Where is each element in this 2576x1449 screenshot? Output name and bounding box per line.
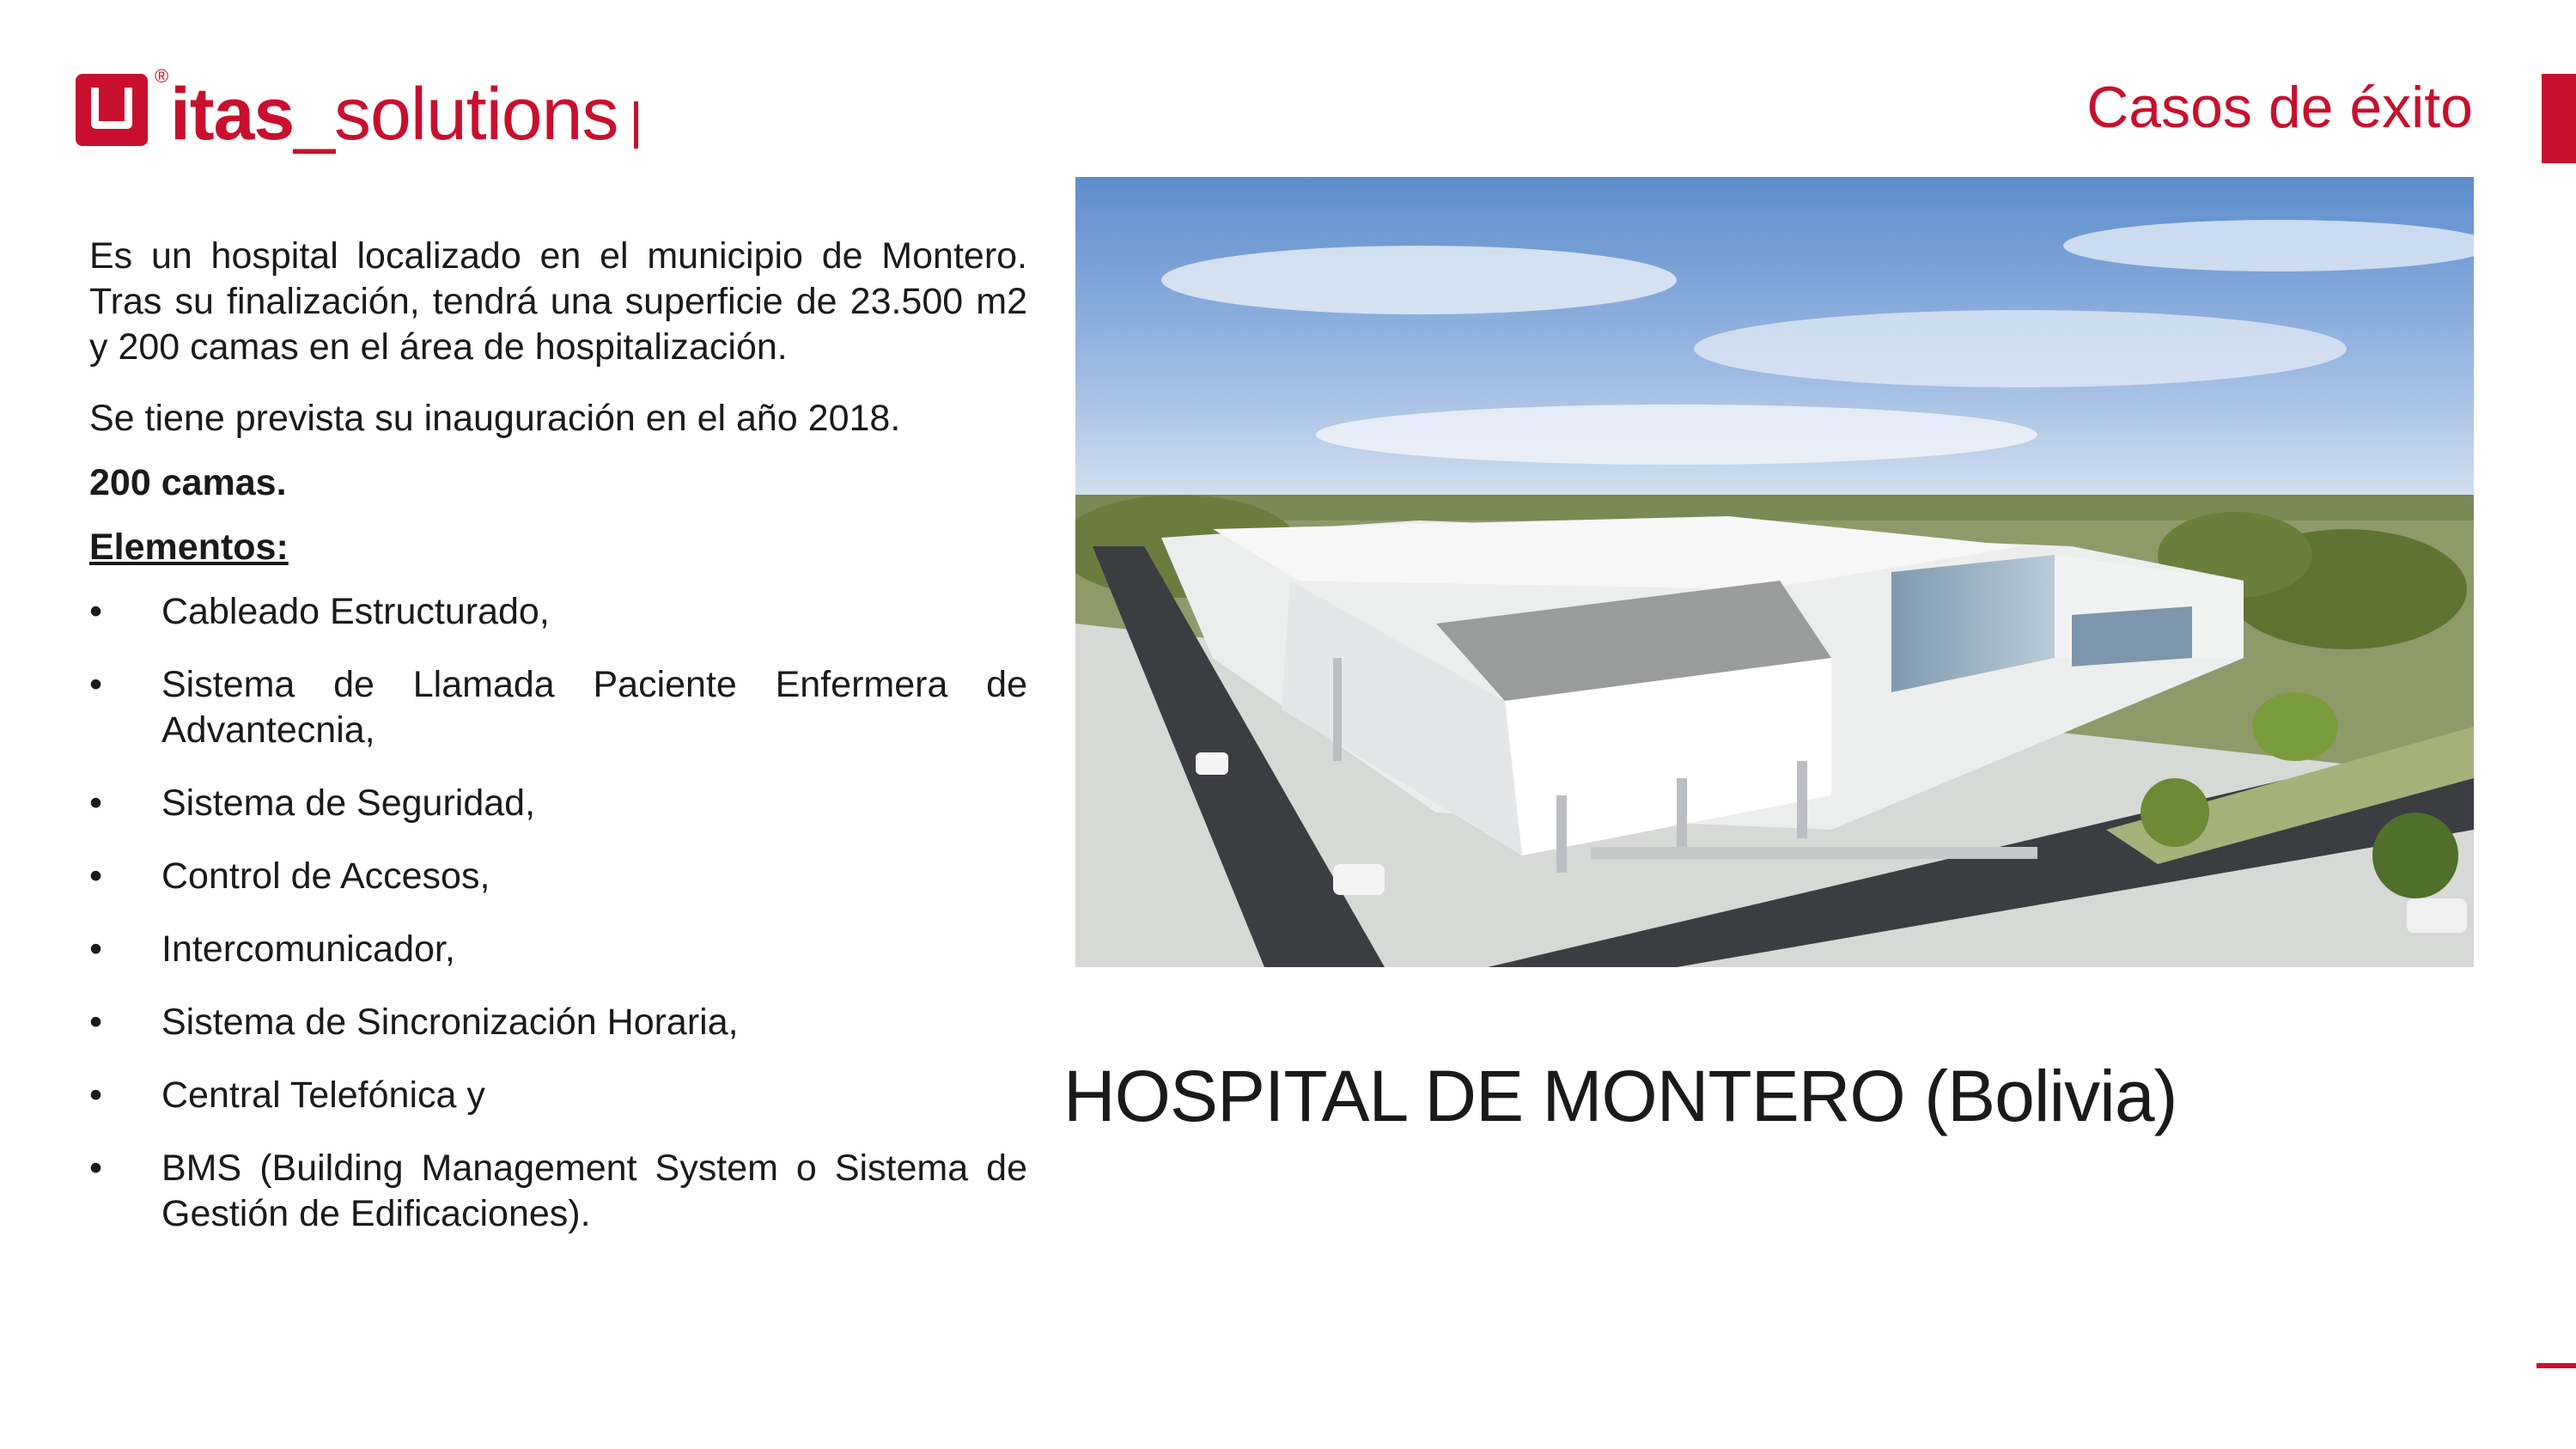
hospital-rendering-icon (1075, 177, 2474, 967)
list-item (89, 854, 1027, 899)
registered-mark: ® (155, 65, 169, 87)
logo-divider (634, 101, 638, 149)
list-item (89, 781, 1027, 826)
list-item (89, 1146, 1027, 1237)
description-block (89, 234, 1027, 1264)
bullet-icon: • (89, 591, 103, 632)
hospital-caption: HOSPITAL DE MONTERO (Bolivia) (1063, 1056, 2177, 1136)
bullet-icon: • (89, 1148, 103, 1189)
list-item (89, 589, 1027, 635)
list-item-text: Control de Accesos, (161, 855, 490, 897)
elements-heading: Elementos: (89, 527, 289, 568)
company-logo (76, 67, 694, 161)
bullet-icon: • (89, 664, 103, 705)
beds-paragraph: 200 camas. (89, 462, 287, 503)
list-item-text: BMS (Building Management System o Sistema de Gestión de Edificaciones). (161, 1148, 1027, 1234)
list-item (89, 927, 1027, 972)
list-item-text: Intercomunicador, (161, 928, 455, 970)
list-item-text: Cableado Estructurado, (161, 591, 550, 632)
bullet-icon: • (89, 928, 103, 970)
inauguration-paragraph: Se tiene prevista su inauguración en el año 2018. (89, 398, 901, 439)
logo-name-bold: itas (170, 73, 295, 155)
list-item-text: Sistema de Seguridad, (161, 782, 536, 824)
accent-tab (2542, 74, 2576, 163)
list-item-text: Sistema de Llamada Paciente Enfermera de Advantecnia, (161, 664, 1027, 751)
section-title: Casos de éxito (2086, 75, 2473, 140)
bullet-icon: • (89, 782, 103, 824)
list-item (89, 662, 1027, 753)
logo-mark-icon (76, 74, 148, 146)
elements-list (89, 589, 1027, 1237)
logo-name-rest: _solutions (294, 73, 618, 155)
bullet-icon: • (89, 1002, 103, 1043)
list-item-text: Central Telefónica y (161, 1075, 485, 1116)
bullet-icon: • (89, 1075, 103, 1116)
list-item-text: Sistema de Sincronización Horaria, (161, 1002, 739, 1043)
list-item (89, 1000, 1027, 1045)
bullet-icon: • (89, 855, 103, 897)
logo-wordmark (170, 67, 618, 161)
list-item (89, 1073, 1027, 1118)
hospital-photo (1075, 177, 2474, 967)
accent-dash (2536, 1363, 2576, 1368)
intro-paragraph: Es un hospital localizado en el municipio de Montero. Tras su finalización, tendrá una superficie de 23.500 m2 y 200 camas en el área de hospitalización. (89, 235, 1027, 368)
